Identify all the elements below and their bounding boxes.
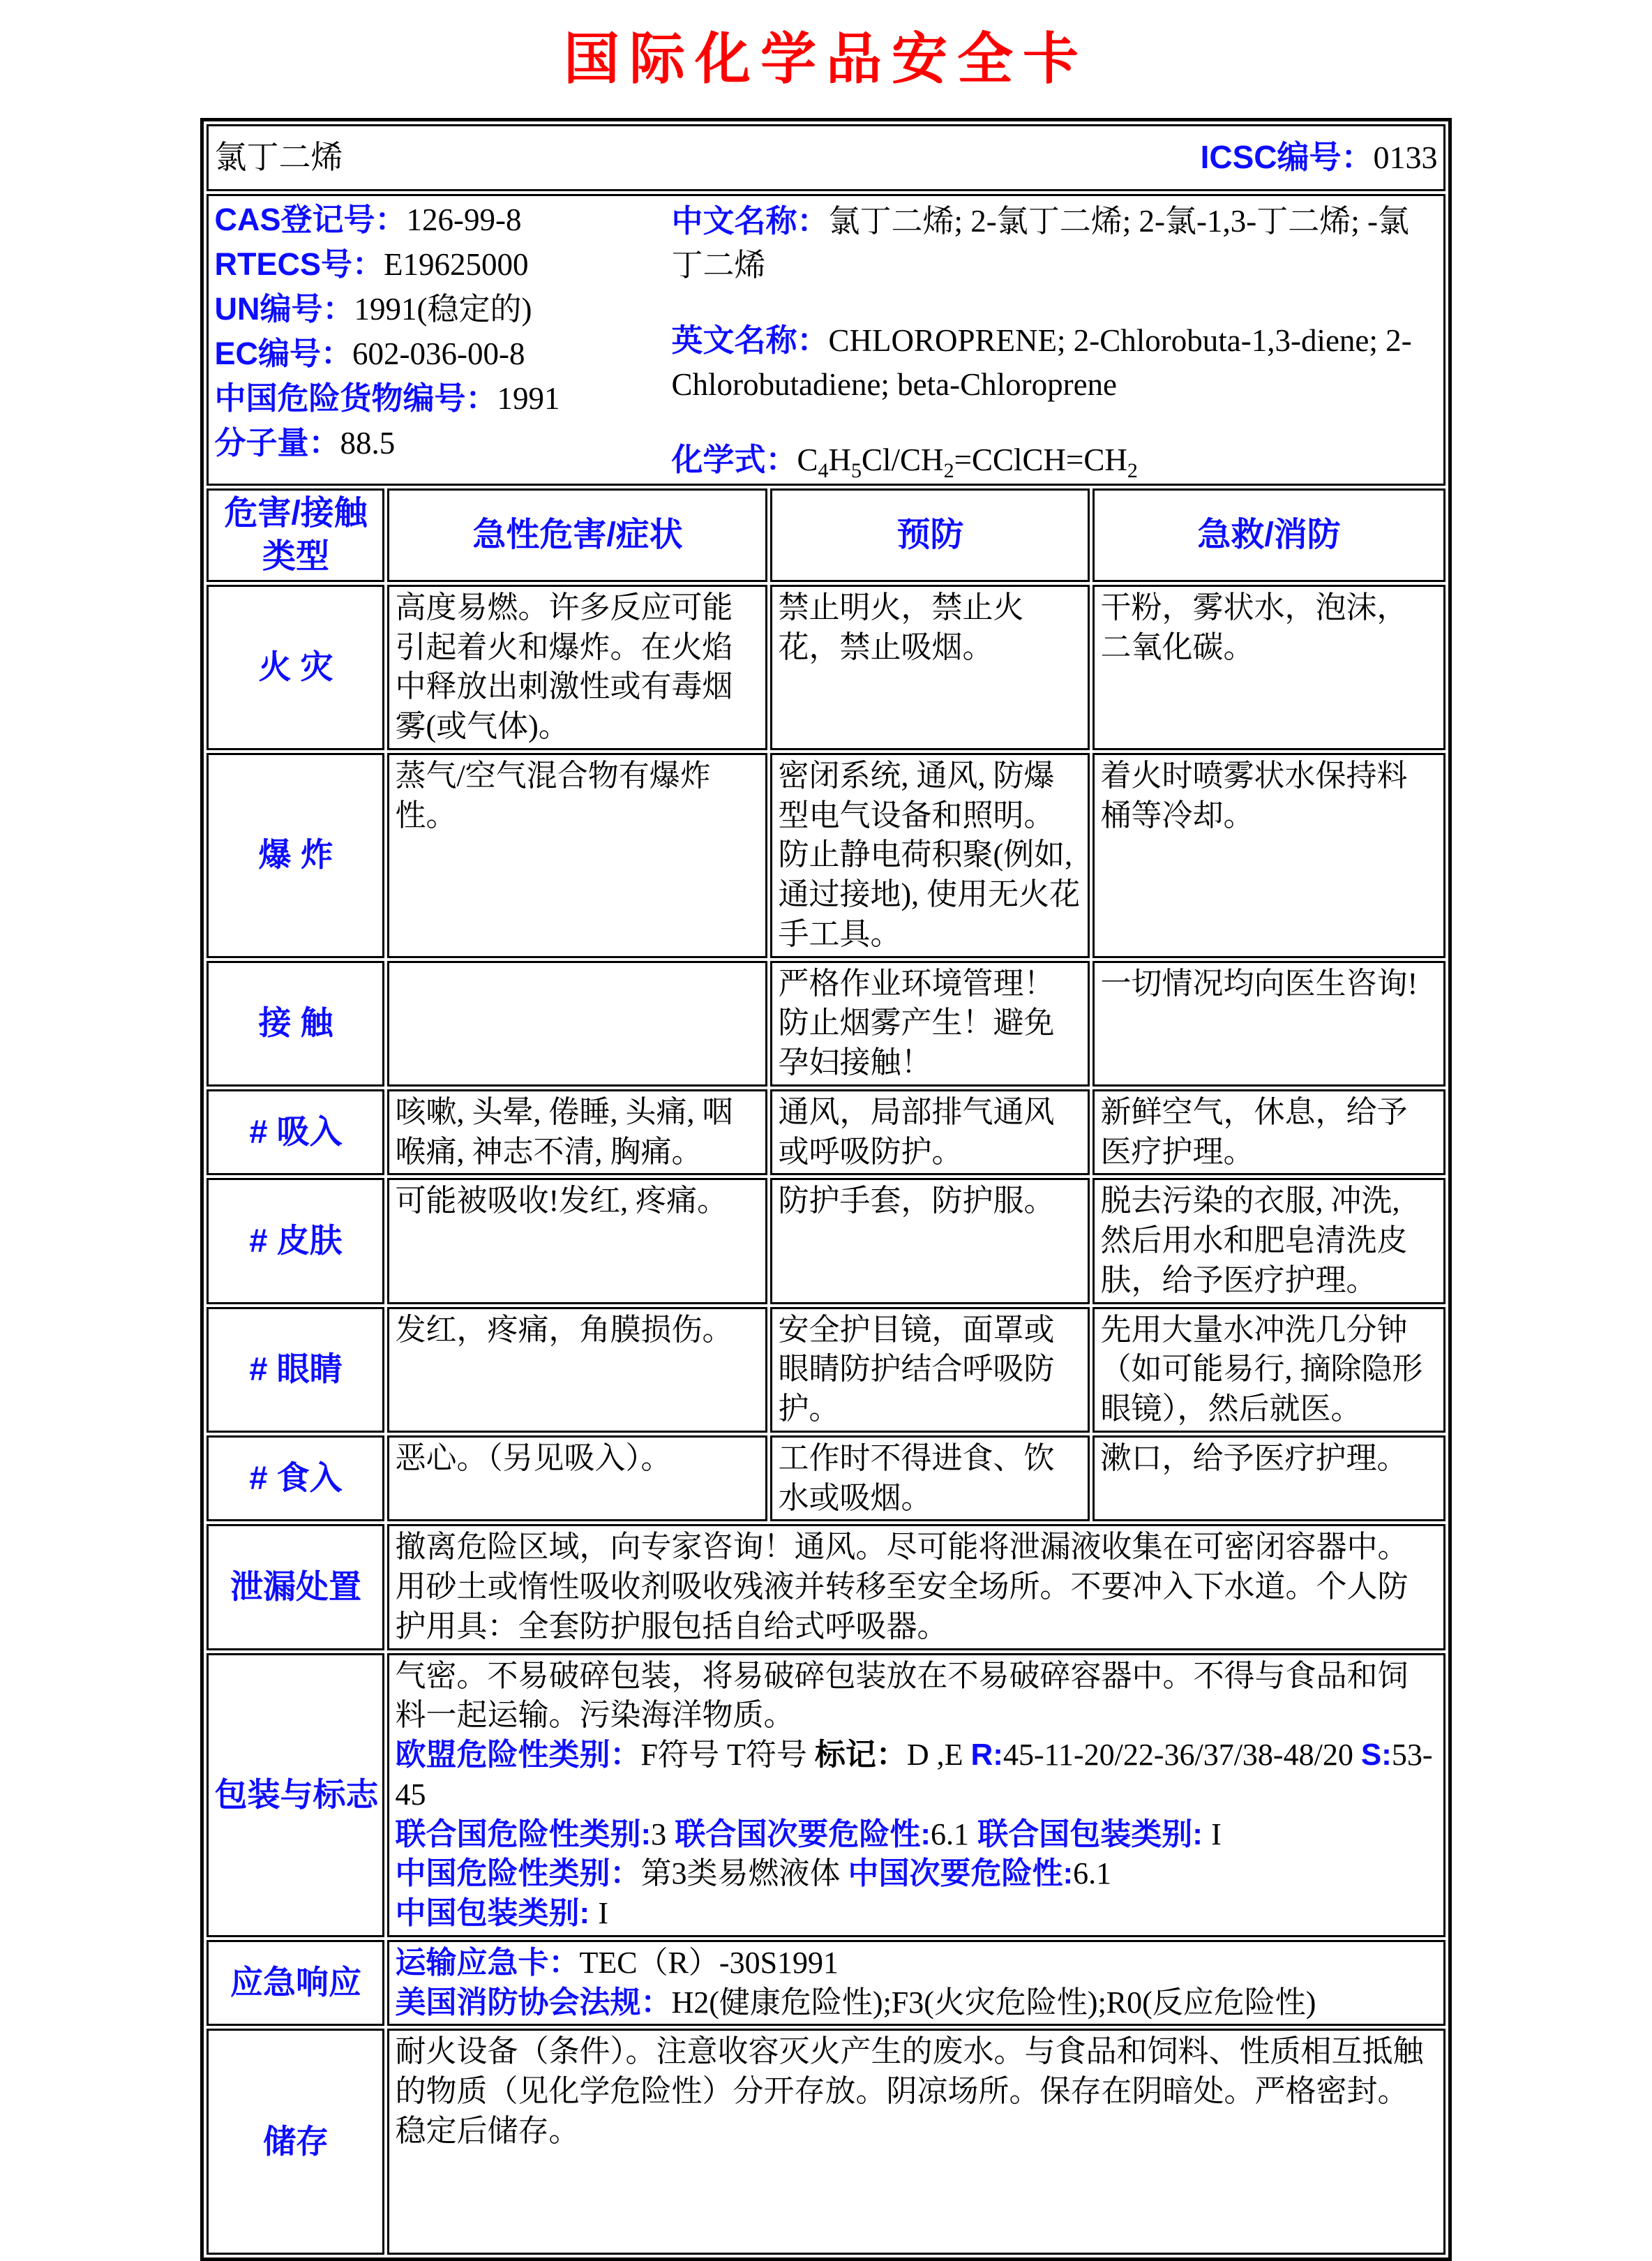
substance-name: 氯丁二烯 [214,140,343,176]
hazard-label-cell: # 吸入 [206,1089,384,1176]
chinese-name: 中文名称：氯丁二烯; 2-氯丁二烯; 2-氯-1,3-丁二烯; -氯丁二烯 [671,203,1409,283]
firstaid-cell: 脱去污染的衣服, 冲洗, 然后用水和肥皂清洗皮肤，给予医疗护理。 [1092,1178,1445,1304]
prevention-cell: 工作时不得进食、饮水或吸烟。 [770,1435,1090,1522]
prevention-cell: 防护手套，防护服。 [770,1178,1090,1304]
names-block [671,197,1437,482]
column-header-hazard-type: 危害/接触类型 [206,488,384,582]
spill-text-cell: 撤离危险区域，向专家咨询！通风。尽可能将泄漏液收集在可密闭容器中。用砂土或惰性吸收剂吸收残液并转移至安全场所。不要冲入下水道。个人防护用具：全套防护服包括自给式呼吸器。 [387,1524,1445,1650]
icsc-number-value: 0133 [1373,140,1438,176]
firstaid-cell: 一切情况均向医生咨询! [1092,961,1445,1087]
hazard-label-cell: # 眼睛 [206,1307,384,1433]
packaging-row [206,1653,1445,1937]
prevention-cell: 密闭系统, 通风, 防爆型电气设备和照明。防止静电荷积聚(例如, 通过接地), 使用无火花手工具。 [770,753,1090,958]
hazard-label-cell: 接 触 [206,961,384,1087]
china-classification: 中国危险性类别：第3类易燃液体 中国次要危险性:6.1 [395,1856,1112,1891]
page-title: 国际化学品安全卡 [564,26,1088,91]
english-name: 英文名称：CHLOROPRENE; 2-Chlorobuta-1,3-diene; 2-Chlorobutadiene; beta-Chloroprene [671,322,1412,402]
identifier-list [214,197,671,482]
prevention-cell: 安全护目镜，面罩或眼睛防护结合呼吸防护。 [770,1307,1090,1433]
storage-label-cell: 储存 [206,2029,384,2255]
un-number: UN编号：1991(稳定的) [214,291,532,327]
prevention-cell: 严格作业环境管理！防止烟雾产生！避免孕妇接触！ [770,961,1090,1087]
hazard-row-explosion [206,753,1445,958]
hazard-row-ingestion [206,1435,1445,1522]
rtecs-number: RTECS号：E19625000 [214,246,529,282]
cas-number: CAS登记号：126-99-8 [214,202,522,237]
symptoms-cell: 恶心。（另见吸入）。 [387,1435,767,1522]
storage-row [206,2029,1445,2255]
icsc-number-label: ICSC编号： [1200,139,1374,176]
icsc-number [1201,137,1438,178]
china-dg-number: 中国危险货物编号：1991 [214,380,560,416]
eu-classification: 欧盟危险性类别：F符号 T符号 标记：D ,E R:45-11-20/22-36/37/38-48/20 S:53-45 [395,1738,1433,1812]
identification-row [206,194,1445,486]
ec-number: EC编号：602-036-00-8 [214,336,525,371]
column-header-symptoms: 急性危害/症状 [387,488,767,582]
hazard-row-skin [206,1178,1445,1304]
firstaid-cell: 着火时喷雾状水保持料桶等冷却。 [1092,753,1445,958]
storage-text-cell: 耐火设备（条件）。注意收容灭火产生的废水。与食品和饲料、性质相互抵触的物质（见化学危险性）分开存放。阴凉场所。保存在阴暗处。严格密封。稳定后储存。 [387,2029,1445,2255]
icsc-card-table [200,118,1451,2261]
emergency-label-cell: 应急响应 [206,1940,384,2027]
name-bar-row [206,124,1445,191]
firstaid-cell: 漱口，给予医疗护理。 [1092,1435,1445,1522]
packaging-text-cell [387,1653,1445,1937]
emergency-row [206,1940,1445,2027]
china-packing-group: 中国包装类别: I [395,1896,609,1931]
symptoms-cell: 发红，疼痛，角膜损伤。 [387,1307,767,1433]
packaging-label-cell: 包装与标志 [206,1653,384,1937]
column-header-prevention: 预防 [770,488,1090,582]
molecular-weight: 分子量：88.5 [214,425,396,461]
chemical-formula-line: 化学式：$C_4H_5Cl/CH_2=CClCH=CH_2$ [671,442,1138,482]
symptoms-cell [387,961,767,1087]
hazard-row-inhalation [206,1089,1445,1176]
un-classification: 联合国危险性类别:3 联合国次要危险性:6.1 联合国包装类别: I [395,1816,1222,1851]
firstaid-cell: 先用大量水冲洗几分钟（如可能易行, 摘除隐形眼镜），然后就医。 [1092,1307,1445,1433]
prevention-cell: 禁止明火，禁止火花，禁止吸烟。 [770,585,1090,750]
hazard-row-fire [206,585,1445,750]
symptoms-cell: 高度易燃。许多反应可能引起着火和爆炸。在火焰中释放出刺激性或有毒烟雾(或气体)。 [387,585,767,750]
hazard-row-exposure [206,961,1445,1087]
hazard-label-cell: 爆 炸 [206,753,384,958]
spill-label-cell: 泄漏处置 [206,1524,384,1650]
tec-card: 运输应急卡：TEC（R）-30S1991 [395,1945,839,1980]
chemical-formula: $C_4H_5Cl/CH_2=CClCH=CH_2$ [797,442,1138,482]
symptoms-cell: 可能被吸收!发红, 疼痛。 [387,1178,767,1304]
hazard-row-eyes [206,1307,1445,1433]
column-header-firstaid: 急救/消防 [1092,488,1445,582]
nfpa-code: 美国消防协会法规：H2(健康危险性);F3(火灾危险性);R0(反应危险性) [395,1985,1316,2020]
symptoms-cell: 蒸气/空气混合物有爆炸性。 [387,753,767,958]
table-header-row [206,488,1445,582]
emergency-text-cell [387,1940,1445,2027]
hazard-label-cell: # 皮肤 [206,1178,384,1304]
packaging-intro: 气密。不易破碎包装，将易破碎包装放在不易破碎容器中。不得与食品和饲料一起运输。污染海洋物质。 [395,1658,1409,1733]
hazard-label-cell: # 食入 [206,1435,384,1522]
symptoms-cell: 咳嗽, 头晕, 倦睡, 头痛, 咽喉痛, 神志不清, 胸痛。 [387,1089,767,1176]
firstaid-cell: 新鲜空气，休息，给予医疗护理。 [1092,1089,1445,1176]
firstaid-cell: 干粉，雾状水，泡沫，二氧化碳。 [1092,585,1445,750]
spill-row [206,1524,1445,1650]
hazard-label-cell: 火 灾 [206,585,384,750]
prevention-cell: 通风，局部排气通风或呼吸防护。 [770,1089,1090,1176]
